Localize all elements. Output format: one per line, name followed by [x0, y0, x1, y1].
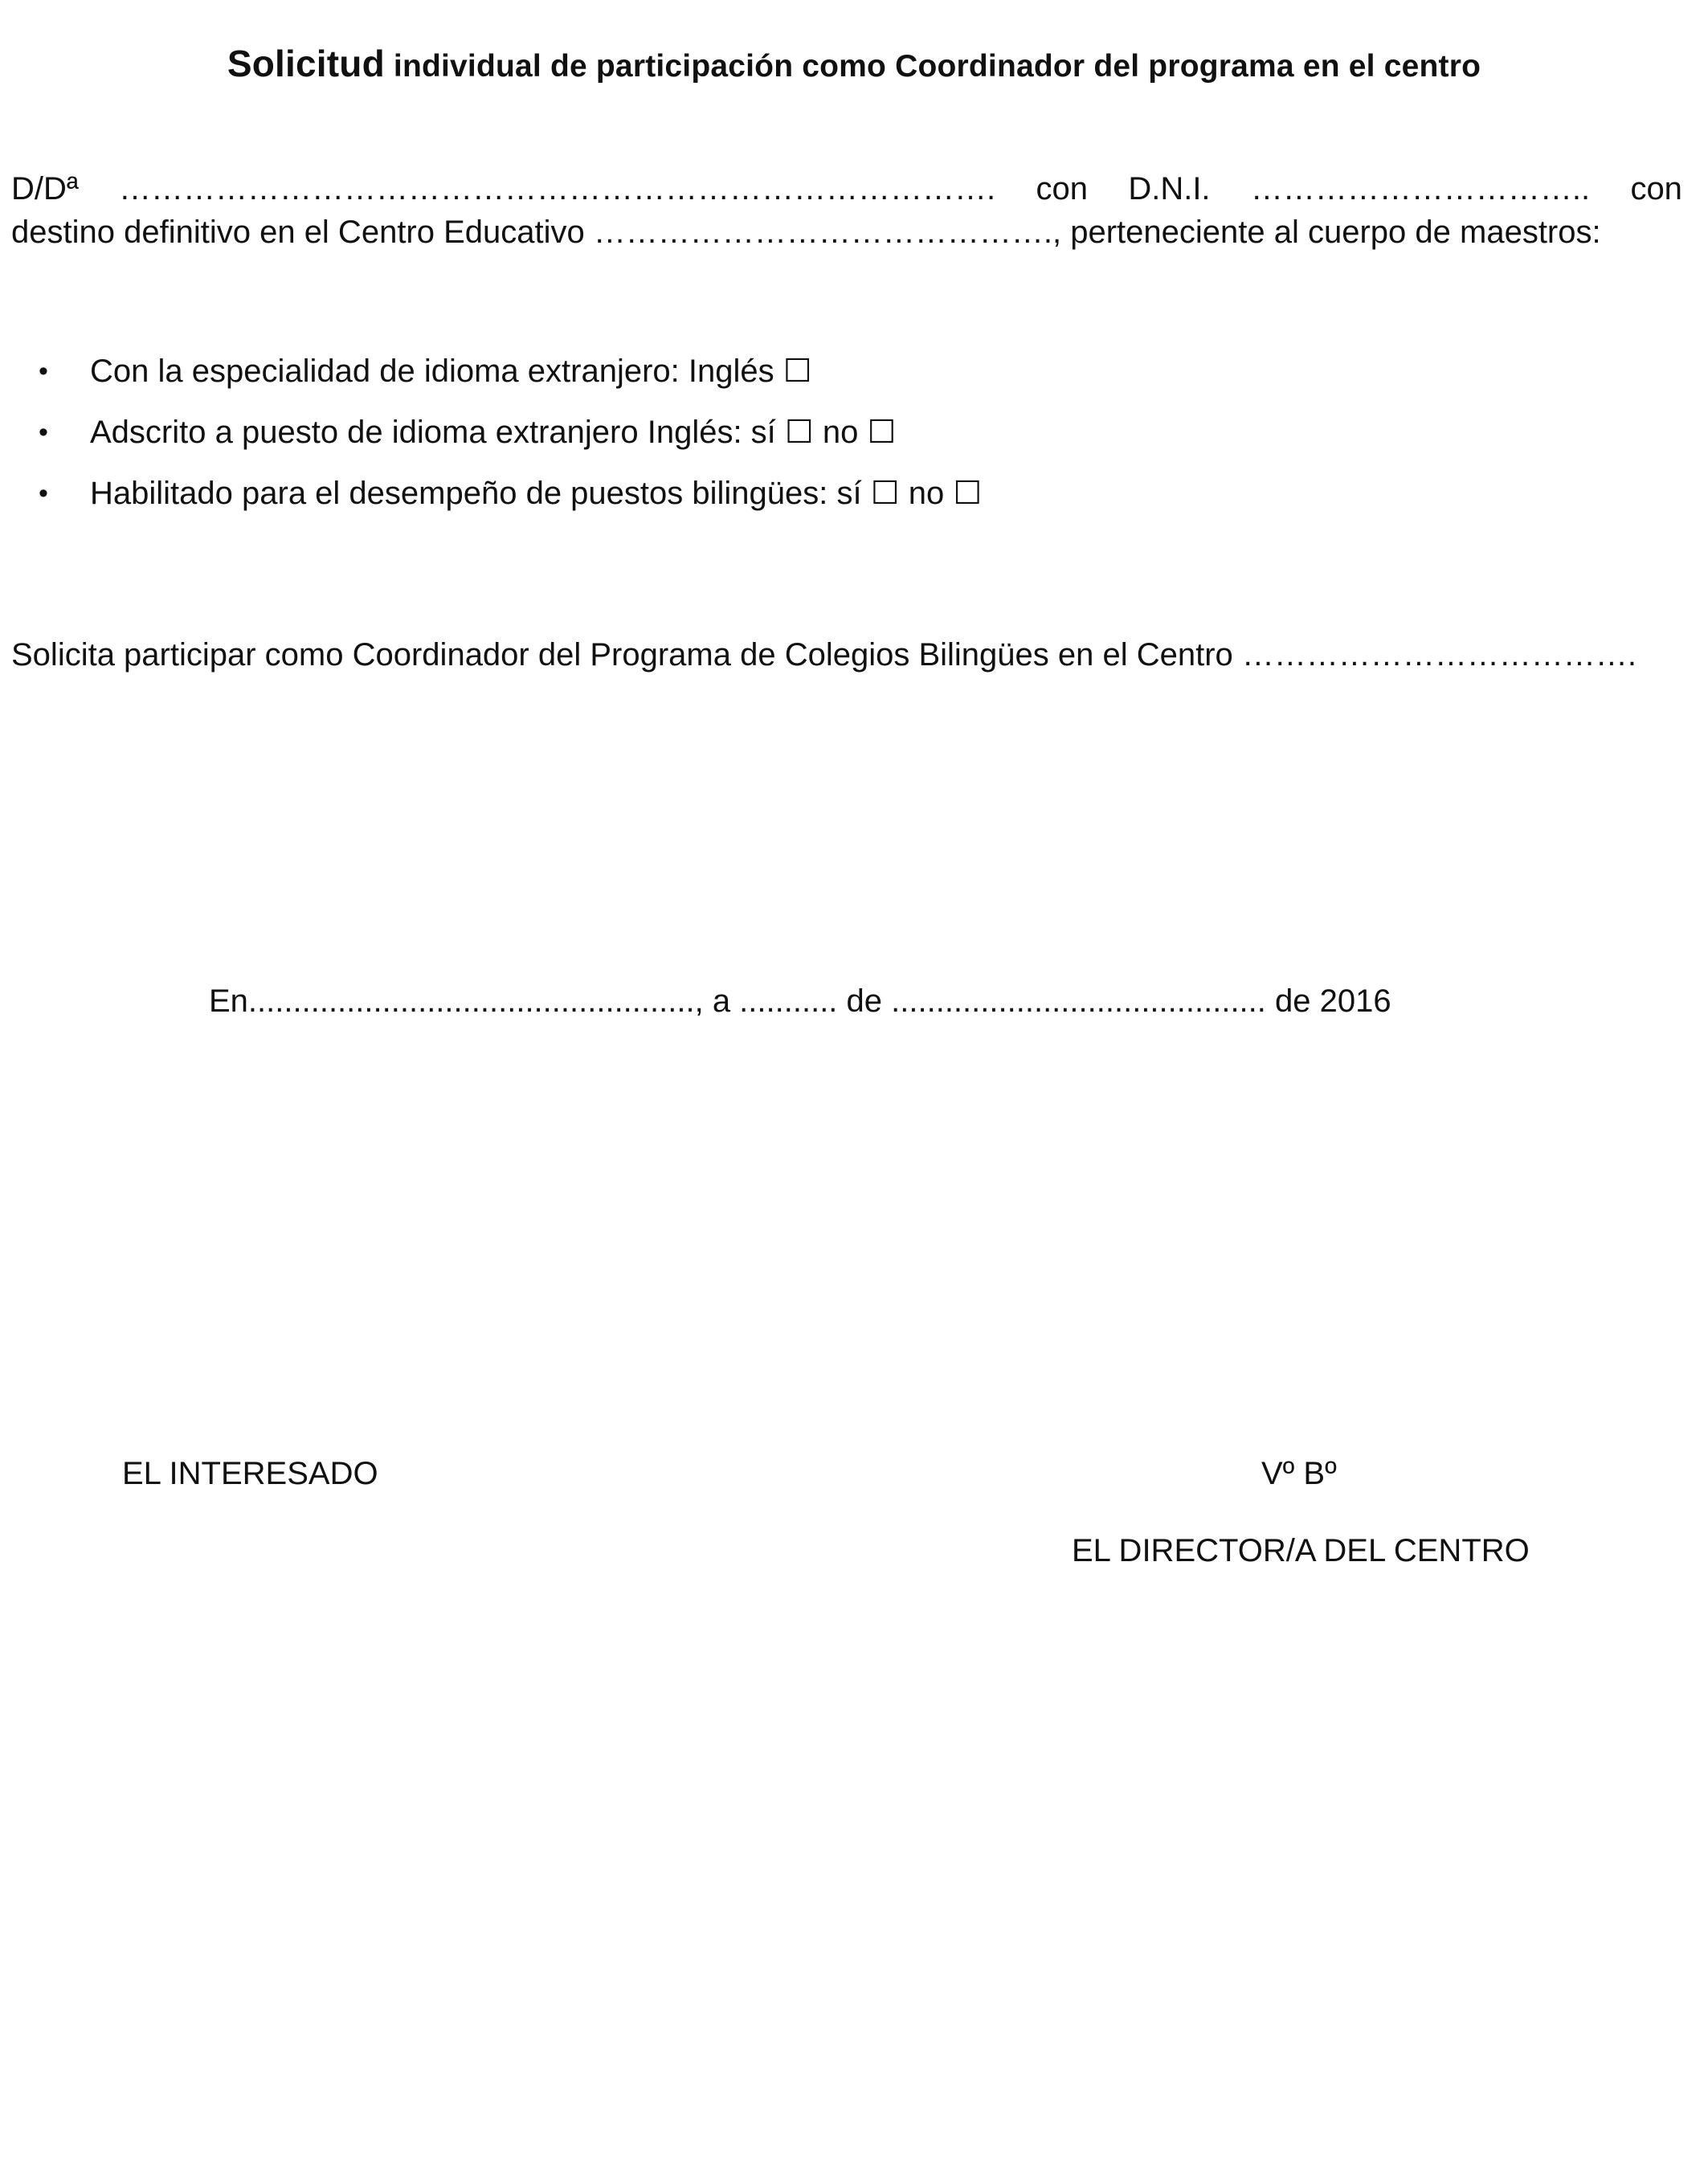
name-label: D/Dª	[11, 171, 79, 206]
dni-blank[interactable]: …………………………..	[1250, 171, 1591, 206]
title-lead: Solicitud	[227, 43, 385, 84]
name-blank[interactable]: ……………………………………………………………………….	[119, 171, 996, 206]
intro-paragraph	[11, 167, 1682, 254]
qualification-list	[0, 347, 1708, 530]
list-item-text[interactable]: Adscrito a puesto de idioma extranjero Inglés: sí ☐ no ☐	[90, 415, 897, 450]
title-rest: individual de participación como Coordinador del programa en el centro	[384, 49, 1481, 84]
list-item-text[interactable]: Con la especialidad de idioma extranjero: Inglés ☐	[90, 354, 812, 389]
document-title	[0, 42, 1708, 85]
request-paragraph: Solicita participar como Coordinador del Programa de Colegios Bilingües en el Centro ……………………………….	[11, 637, 1637, 673]
signature-director: EL DIRECTOR/A DEL CENTRO	[1072, 1533, 1530, 1568]
list-item-text[interactable]: Habilitado para el desempeño de puestos bilingües: sí ☐ no ☐	[90, 476, 983, 511]
bullet-icon: •	[39, 417, 48, 448]
list-item	[0, 469, 1708, 530]
con-text-2: con	[1630, 171, 1682, 206]
con-text-1: con	[1036, 171, 1088, 206]
date-line[interactable]: En.................................................., a ........... de .......................................... de 2016	[209, 983, 1391, 1019]
bullet-icon: •	[39, 356, 48, 386]
signature-visto-bueno: Vº Bº	[1261, 1456, 1337, 1491]
list-item	[0, 347, 1708, 408]
bullet-icon: •	[39, 478, 48, 509]
intro-line-1	[11, 167, 1682, 211]
list-item	[0, 408, 1708, 469]
signature-interesado: EL INTERESADO	[122, 1456, 378, 1491]
dni-label: D.N.I.	[1128, 171, 1211, 206]
intro-line-2: destino definitivo en el Centro Educativo ……………………………………., perteneciente al cuerpo de maestros:	[11, 215, 1601, 250]
